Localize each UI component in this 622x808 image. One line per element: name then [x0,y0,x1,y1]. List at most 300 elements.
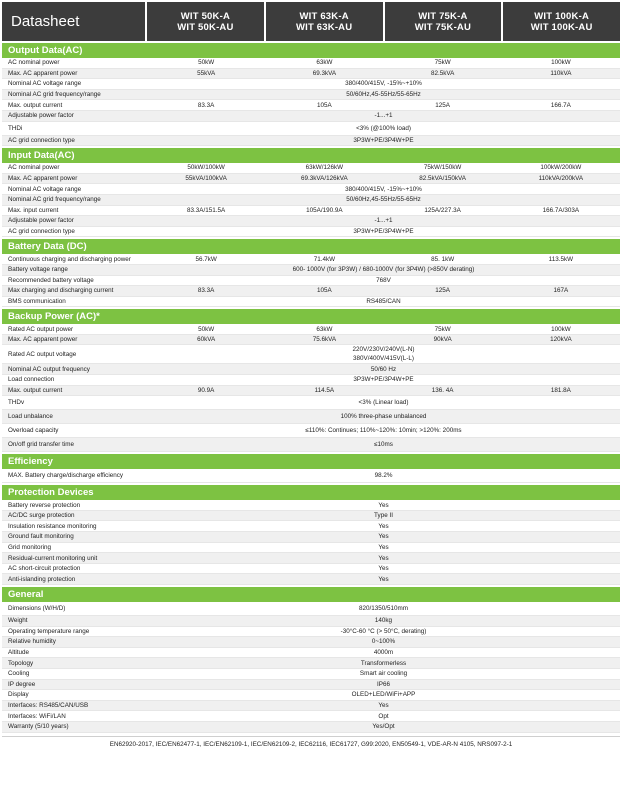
spec-value-line: 100% three-phase unbalanced [340,413,427,421]
spec-label: AC short-circuit protection [8,565,81,573]
spec-row [2,722,620,733]
spec-label: Interfaces: WiFi/LAN [8,712,66,720]
spec-value: 71.4kW [313,255,336,263]
spec-values [147,564,620,573]
spec-values [147,648,620,657]
spec-row [2,424,620,438]
spec-value-shared [147,276,620,285]
spec-value: 69.3kVA [312,69,337,77]
spec-value-line: 3P3W+PE/3P4W+PE [353,228,414,236]
spec-value-line: IP66 [377,680,390,688]
spec-value: 50kW [198,59,215,67]
spec-label: On/off grid transfer time [8,441,75,449]
spec-row [2,669,620,680]
spec-value-line: 220V/230V/240V(L-N) [352,346,415,354]
spec-values [147,440,620,449]
spec-value: 114.5A [314,386,335,394]
spec-label: Rated AC output voltage [8,350,77,358]
spec-value-line: OLED+LED/WiFi+APP [351,691,416,699]
spec-value: 113.5kW [548,255,574,263]
model-name-au: WIT 50K-AU [177,21,234,33]
spec-row [2,206,620,217]
model-name: WIT 50K-A [180,10,231,22]
spec-label: Altitude [8,649,30,657]
spec-value: 105A/190.9A [306,206,343,214]
spec-value-shared [147,522,620,531]
spec-row [2,136,620,147]
spec-values [147,554,620,563]
spec-value-shared [147,501,620,510]
spec-row [2,574,620,585]
spec-row [2,386,620,397]
spec-label: Battery reverse protection [8,501,81,509]
spec-value-line: 140kg [374,617,393,625]
spec-value: 55kVA [197,69,216,77]
spec-row [2,438,620,452]
footer-divider [2,736,620,737]
spec-label: Relative humidity [8,638,56,646]
spec-value-line: -1...+1 [374,217,393,225]
spec-value-line: 380/400/415V, -15%~+10% [345,80,422,88]
spec-label: Anti-islanding protection [8,575,76,583]
spec-value: 90.9A [197,386,215,394]
spec-label: Ground fault monitoring [8,533,74,541]
model-name: WIT 100K-A [534,10,590,22]
spec-value-line: 50/60Hz,45-55Hz/55-65Hz [346,91,421,99]
spec-row [2,69,620,80]
spec-value-shared [147,669,620,678]
spec-label: Nominal AC voltage range [8,185,82,193]
spec-label: Display [8,691,29,699]
spec-values [147,575,620,584]
section-header: Output Data(AC) [2,43,620,58]
model-column-header [385,2,502,41]
spec-value-shared [147,712,620,721]
spec-label: BMS communication [8,297,66,305]
spec-value-line: Smart air cooling [359,670,408,678]
spec-label: AC nominal power [8,59,60,67]
spec-value-shared [147,265,620,274]
spec-values [147,690,620,699]
spec-value-line: Yes [378,501,389,509]
spec-row [2,602,620,616]
spec-values [147,102,620,109]
spec-value: 125A/227.3A [424,206,461,214]
spec-label: Recommended battery voltage [8,276,94,284]
spec-row [2,163,620,174]
spec-values [147,659,620,668]
spec-label: MAX. Battery charge/discharge efficiency [8,472,124,480]
spec-values [147,701,620,710]
spec-value-line: ≤110%: Continues; 110%~120%: 10min; >120%: 200ms [305,427,462,435]
spec-value: 136. 4A [431,386,454,394]
spec-label: Residual-current monitoring unit [8,554,98,562]
spec-row [2,195,620,206]
spec-row [2,276,620,287]
spec-value: 50kW [198,325,215,333]
spec-values [147,637,620,646]
spec-values [147,345,620,363]
spec-value-shared [147,532,620,541]
header-row [2,2,620,41]
spec-values [147,297,620,306]
spec-row [2,265,620,276]
spec-value: 63kW [316,59,333,67]
spec-row [2,627,620,638]
spec-label: AC nominal power [8,164,60,172]
spec-values [147,265,620,274]
spec-values [147,185,620,194]
spec-values [147,412,620,421]
spec-value-line: Yes [378,575,389,583]
spec-label: THDi [8,124,23,132]
spec-label: Operating temperature range [8,627,90,635]
spec-value-line: 50/60 Hz [370,365,397,373]
spec-values [147,680,620,689]
spec-values [147,712,620,721]
spec-label: AC grid connection type [8,228,75,236]
spec-label: Max. input current [8,206,59,214]
spec-row [2,680,620,691]
spec-values [147,111,620,120]
spec-value: 83.3A/151.5A [187,206,226,214]
spec-row [2,345,620,364]
spec-row [2,216,620,227]
spec-value-line: Yes/Opt [372,723,395,731]
datasheet [2,2,620,748]
spec-label: Battery voltage range [8,266,68,274]
model-name: WIT 75K-A [418,10,468,22]
spec-value-line: Yes [378,533,389,541]
spec-value-shared [147,471,620,480]
spec-values [147,136,620,145]
spec-value: 100kW/200kW [540,164,582,172]
spec-values [147,59,620,66]
spec-row [2,396,620,410]
spec-value: 63kW [316,325,333,333]
spec-value: 125A [435,101,450,109]
spec-row [2,543,620,554]
spec-label: THDv [8,399,25,407]
spec-row [2,297,620,308]
spec-label: Adjustable power factor [8,112,74,120]
spec-row [2,227,620,238]
spec-value: 85. 1kW [431,255,455,263]
spec-values [147,722,620,731]
section-header: General [2,587,620,602]
spec-label: Grid monitoring [8,543,52,551]
spec-value-line: 380/400/415V, -15%~+10% [345,185,422,193]
spec-value: 50kW/100kW [187,164,225,172]
spec-label: Load connection [8,376,55,384]
spec-value: 166.7A [550,101,571,109]
spec-label: Load unbalance [8,413,53,421]
spec-row [2,364,620,375]
spec-row [2,184,620,195]
spec-label: Max. AC apparent power [8,336,78,344]
spec-label: Continuous charging and discharging power [8,255,131,263]
spec-value: 100kW [551,59,571,67]
spec-value-shared [147,440,620,449]
spec-values [147,216,620,225]
spec-value-shared [147,124,620,133]
spec-value-shared [147,375,620,384]
spec-value-line: 3P3W+PE/3P4W+PE [353,376,414,384]
spec-values [147,276,620,285]
model-name: WIT 63K-A [299,10,349,22]
spec-label: Overload capacity [8,427,59,435]
spec-value: 83.3A [197,287,215,295]
spec-values [147,426,620,435]
spec-value: 100kW [551,325,571,333]
spec-value-shared [147,604,620,613]
spec-value-shared [147,554,620,563]
spec-value-shared [147,575,620,584]
spec-label: IP degree [8,680,36,688]
spec-value-shared [147,659,620,668]
spec-value-shared [147,701,620,710]
spec-value-shared [147,365,620,374]
spec-value: 181.8A [550,386,571,394]
spec-value-line: -30°C-60 °C (> 50°C, derating) [340,627,427,635]
spec-value-shared [147,511,620,520]
spec-row [2,658,620,669]
spec-value-shared [147,690,620,699]
spec-label: Max. AC apparent power [8,69,78,77]
spec-values [147,375,620,384]
spec-values [147,365,620,374]
spec-value-shared [147,722,620,731]
spec-value-shared [147,345,620,363]
spec-label: Nominal AC voltage range [8,80,82,88]
spec-values [147,175,620,182]
spec-value-line: RS485/CAN [366,297,401,305]
spec-value-shared [147,79,620,88]
spec-value-line: <3% (Linear load) [358,399,409,407]
spec-values [147,627,620,636]
spec-label: Warranty (5/10 years) [8,723,69,731]
spec-row [2,375,620,386]
model-column-header [503,2,620,41]
spec-value-line: Type II [374,512,393,520]
spec-value-line: 3P3W+PE/3P4W+PE [353,136,414,144]
page-title: Datasheet [2,2,145,41]
spec-row [2,532,620,543]
spec-value: 120kVA [550,336,572,344]
spec-value-shared [147,543,620,552]
spec-values [147,501,620,510]
spec-value: 82.5kVA/150kVA [419,175,466,183]
spec-value: 105A [317,101,332,109]
spec-label: Nominal AC grid frequency/range [8,91,101,99]
spec-value-line: -1...+1 [374,112,393,120]
spec-label: Max. AC apparent power [8,175,78,183]
spec-value-line: 600- 1000V (for 3P3W) / 680-1000V (for 3P4W) (>850V derating) [292,266,475,274]
spec-row [2,701,620,712]
spec-row [2,111,620,122]
spec-value-line: 820/1350/510mm [358,605,408,612]
spec-row [2,58,620,69]
spec-value-shared [147,426,620,435]
spec-row [2,648,620,659]
spec-values [147,387,620,394]
spec-values [147,124,620,133]
spec-row [2,553,620,564]
model-column-header [147,2,264,41]
spec-label: Nominal AC output frequency [8,365,90,373]
spec-value-shared [147,398,620,407]
spec-value-line: 768V [376,276,391,284]
spec-label: Topology [8,659,34,667]
spec-values [147,164,620,171]
spec-value-line: Yes [378,522,389,530]
spec-value-shared [147,216,620,225]
spec-label: Weight [8,617,28,625]
spec-value-line: 4000m [373,649,394,657]
spec-value: 82.5kVA [430,69,455,77]
spec-value: 110kVA/200kVA [538,175,584,183]
spec-label: Dimensions (W/H/D) [8,605,66,612]
spec-value: 166.7A/303A [542,206,580,214]
spec-value-line: Opt [378,712,389,720]
spec-value-shared [147,297,620,306]
spec-value-line: 98.2% [374,472,393,480]
spec-value-line: Yes [378,543,389,551]
spec-value: 60kVA [197,336,216,344]
spec-value: 63kW/126kW [305,164,344,172]
spec-values [147,669,620,678]
spec-value-line: 50/60Hz,45-55Hz/55-65Hz [346,196,421,204]
spec-row [2,500,620,511]
spec-value-shared [147,627,620,636]
spec-value-line: Yes [378,702,389,710]
spec-row [2,511,620,522]
section-header: Battery Data (DC) [2,239,620,254]
spec-value-shared [147,195,620,204]
spec-row [2,637,620,648]
spec-label: Adjustable power factor [8,217,74,225]
spec-value-shared [147,227,620,236]
spec-values [147,604,620,613]
spec-values [147,195,620,204]
spec-value-shared [147,185,620,194]
spec-row [2,616,620,627]
spec-label: AC/DC surge protection [8,512,75,520]
spec-values [147,471,620,480]
spec-value-line: ≤10ms [374,441,393,449]
spec-value: 167A [553,287,569,295]
spec-value: 69.3kVA/126kVA [301,175,348,183]
spec-value: 125A [435,287,450,295]
spec-values [147,398,620,407]
spec-value: 55kVA/100kVA [185,175,227,183]
spec-row [2,100,620,111]
spec-values [147,256,620,263]
spec-row [2,469,620,483]
spec-value-line: Transformerless [360,659,407,667]
spec-row [2,174,620,185]
spec-value-line: 0~100% [371,638,396,646]
section-header: Backup Power (AC)* [2,309,620,324]
model-name-au: WIT 100K-AU [530,21,593,33]
spec-label: Max. output current [8,386,63,394]
spec-values [147,532,620,541]
spec-value-line: Yes [378,565,389,573]
model-name-au: WIT 63K-AU [295,21,353,33]
spec-row [2,564,620,575]
spec-value-shared [147,412,620,421]
spec-values [147,326,620,333]
spec-value-shared [147,111,620,120]
section-header: Input Data(AC) [2,148,620,163]
spec-values [147,70,620,77]
spec-value: 75kW [434,325,451,333]
spec-values [147,90,620,99]
spec-value-line: <3% (@100% load) [356,124,411,132]
spec-row [2,324,620,335]
spec-label: Cooling [8,670,30,678]
spec-row [2,254,620,265]
spec-value-shared [147,637,620,646]
spec-row [2,286,620,297]
spec-values [147,336,620,343]
spec-value: 75.6kVA [312,336,337,344]
spec-row [2,711,620,722]
spec-label: Nominal AC grid frequency/range [8,196,101,204]
spec-values [147,207,620,214]
section-header: Protection Devices [2,485,620,500]
model-name-au: WIT 75K-AU [414,21,472,33]
spec-row [2,410,620,424]
spec-values [147,227,620,236]
spec-value: 90kVA [433,336,452,344]
spec-label: Max charging and discharging current [8,287,114,295]
certifications-footer: EN62920-2017, IEC/EN62477-1, IEC/EN62109-1, IEC/EN62109-2, IEC62116, IEC61727, G99:2020, EN50549-1, VDE-AR-N 4105, NRS097-2-1 [109,740,513,748]
spec-values [147,616,620,625]
spec-values [147,522,620,531]
spec-value: 110kVA [550,69,572,77]
spec-row [2,690,620,701]
spec-value-shared [147,616,620,625]
spec-label: AC grid connection type [8,136,75,144]
spec-value-line: Yes [378,554,389,562]
spec-row [2,90,620,101]
spec-label: Insulation resistance monitoring [8,522,97,530]
spec-value: 75kW/150kW [423,164,462,172]
spec-label: Rated AC output power [8,325,74,333]
spec-value: 75kW [434,59,451,67]
spec-value-shared [147,648,620,657]
spec-values [147,543,620,552]
spec-label: Interfaces: RS485/CAN/USB [8,702,89,710]
spec-row [2,335,620,346]
model-column-header [266,2,383,41]
spec-value-line: 380V/400V/415V(L-L) [353,355,414,363]
spec-values [147,79,620,88]
spec-value-shared [147,136,620,145]
spec-row [2,521,620,532]
spec-value: 83.3A [197,101,215,109]
spec-values [147,511,620,520]
spec-row [2,79,620,90]
section-header: Efficiency [2,454,620,469]
spec-sections [2,43,620,733]
spec-row [2,122,620,136]
spec-label: Max. output current [8,101,63,109]
spec-value: 105A [317,287,332,295]
spec-value-shared [147,564,620,573]
spec-value-shared [147,90,620,99]
